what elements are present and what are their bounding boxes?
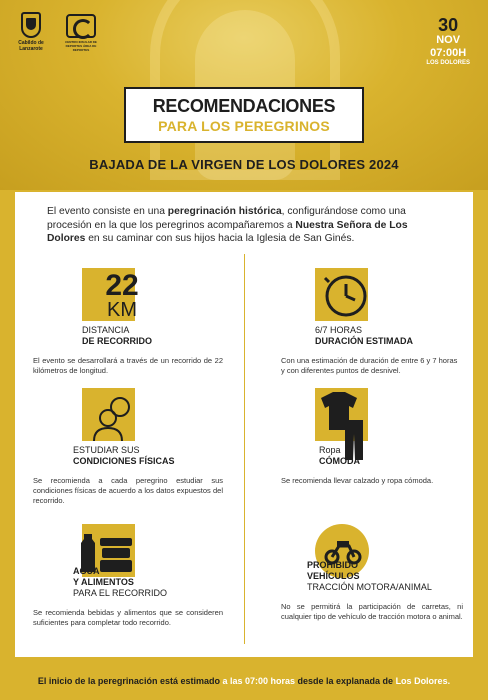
water-line2: PARA EL RECORRIDO: [73, 588, 168, 598]
recommendation-distance: [33, 268, 223, 388]
physical-line2: CONDICIONES FÍSICAS: [73, 456, 175, 466]
footer-note: [0, 663, 488, 700]
water-line1: AGUA: [73, 566, 100, 576]
title-box: [124, 87, 364, 143]
intro-text-3: en su caminar con sus hijos hacia la Iglesia de San Ginés.: [85, 233, 355, 244]
recommendation-duration: [277, 268, 467, 388]
recommendation-physical: [33, 388, 223, 518]
clothing-line2: CÓMODA: [319, 456, 360, 466]
page-subtitle: PARA LOS PEREGRINOS: [158, 118, 330, 134]
sports-logo: [58, 14, 104, 52]
duration-line1: 6/7 HORAS: [315, 325, 363, 335]
water-description: Se recomienda bebidas y alimentos que se consideren suficientes para completar todo recorrido.: [33, 608, 223, 627]
water-line1b: Y ALIMENTOS: [73, 577, 134, 587]
date-month: NOV: [436, 34, 461, 46]
distance-description: El evento se desarrollará a través de un recorrido de 22 kilómetros de longitud.: [33, 356, 223, 375]
novehicles-line1: PROHIBIDO: [307, 560, 359, 570]
novehicles-line2: TRACCIÓN MOTORA/ANIMAL: [307, 582, 432, 592]
clock-icon-graphic: [315, 268, 368, 321]
distance-line1: DISTANCIA: [82, 325, 130, 335]
physical-description: Se recomienda a cada peregrino estudiar sus condiciones físicas de acuerdo a los datos expuestos del recorrido.: [33, 476, 223, 505]
column-divider: [244, 254, 245, 644]
thinking-person-graphic: [82, 388, 135, 441]
distance-line2: DE RECORRIDO: [82, 336, 153, 346]
date-day: 30: [438, 15, 459, 35]
clock-icon: [315, 268, 368, 321]
duration-line2: DURACIÓN ESTIMADA: [315, 336, 413, 346]
date-place: LOS DOLORES: [426, 60, 470, 66]
sports-mark-icon: [66, 14, 96, 38]
thinking-person-icon: [82, 388, 135, 441]
cabildo-logo-text: Cabildo de Lanzarote: [18, 40, 44, 52]
crest-icon: [21, 12, 41, 38]
event-title: BAJADA DE LA VIRGEN DE LOS DOLORES 2024: [89, 157, 399, 172]
recommendation-clothing: [277, 388, 467, 518]
event-date: [426, 16, 470, 67]
novehicles-description: No se permitirá la participación de carretas, ni cualquier tipo de vehículo de tracción motora o animal.: [281, 602, 463, 621]
page-title: RECOMENDACIONES: [152, 96, 336, 116]
footer-highlight-time: a las 07:00 horas: [222, 676, 296, 686]
clothing-icon: [315, 388, 368, 441]
clothing-description: Se recomienda llevar calzado y ropa cómoda.: [281, 476, 434, 485]
footer-highlight-place: Los Dolores.: [395, 676, 451, 686]
cabildo-logo: [14, 12, 48, 52]
date-time: 07:00H: [430, 47, 467, 59]
content-panel: [15, 192, 473, 657]
intro-text-2: , configurándose como una procesión en la que los peregrinos acompañaremos a: [47, 206, 406, 231]
physical-line1: ESTUDIAR SUS: [73, 445, 140, 455]
intro-bold-2: Nuestra Señora de Los Dolores: [47, 219, 408, 244]
footer-text-1: El inicio de la peregrinación está estimado: [37, 676, 223, 686]
distance-icon-unit: KM: [107, 299, 137, 321]
sports-logo-text: CENTRO INSULAR DE DEPORTES ÁREA DE DEPORTES: [65, 40, 97, 52]
novehicles-line1b: VEHÍCULOS: [307, 571, 360, 581]
distance-icon: [82, 268, 139, 321]
intro-text-1: El evento consiste en una: [47, 206, 168, 217]
recommendation-no-vehicles: [277, 524, 467, 654]
distance-icon-number: 22: [105, 269, 139, 302]
intro-paragraph: [47, 205, 447, 246]
intro-bold-1: peregrinación histórica: [167, 206, 282, 217]
duration-description: Con una estimación de duración de entre 6 y 7 horas y con diferentes puntos de desnivel.: [281, 356, 458, 375]
clothing-line1: Ropa: [319, 445, 341, 455]
footer-text-2: desde la explanada de: [295, 676, 396, 686]
recommendation-water-food: [33, 524, 223, 654]
